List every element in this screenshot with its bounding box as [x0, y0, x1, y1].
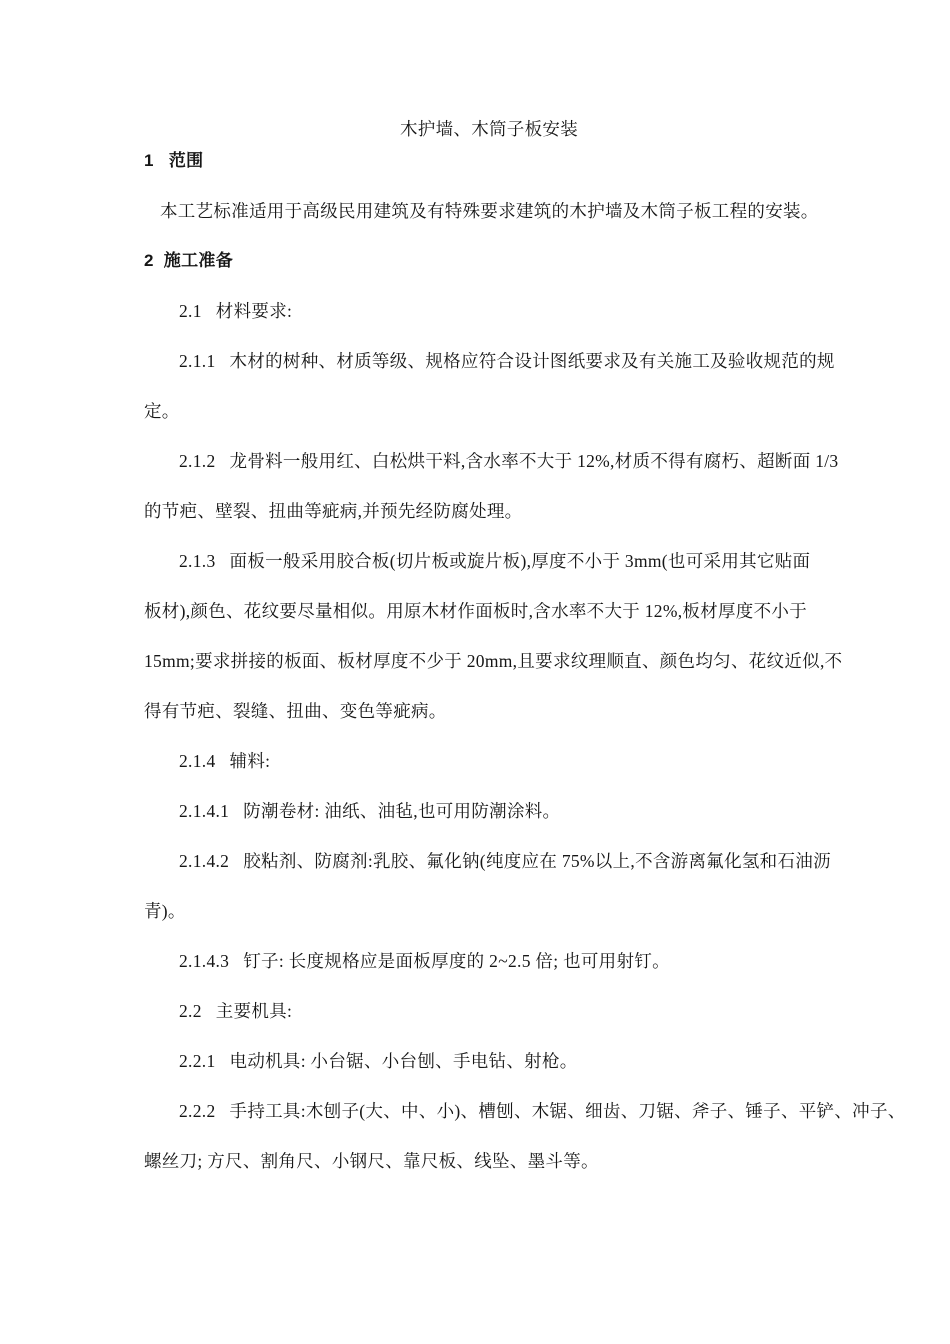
- para-2-2-2-line-1: 2.2.2 手持工具:木刨子(大、中、小)、槽刨、木锯、细齿、刀锯、斧子、锤子、平铲、冲子、: [179, 1101, 906, 1121]
- document-title: 木护墙、木筒子板安装: [400, 119, 578, 139]
- section-1-scope-paragraph: 本工艺标准适用于高级民用建筑及有特殊要求建筑的木护墙及木筒子板工程的安装。: [160, 201, 819, 221]
- para-2-1-3-line-1: 2.1.3 面板一般采用胶合板(切片板或旋片板),厚度不小于 3mm(也可采用其它贴面: [179, 551, 811, 571]
- heading-2-1-4-auxiliary: 2.1.4 辅料:: [179, 751, 271, 771]
- para-2-1-2-line-1: 2.1.2 龙骨料一般用红、白松烘干料,含水率不大于 12%,材质不得有腐朽、超断面 1/3: [179, 451, 839, 471]
- para-2-1-4-2-line-2: 青)。: [144, 901, 186, 921]
- para-2-1-3-line-4: 得有节疤、裂缝、扭曲、变色等疵病。: [144, 701, 447, 721]
- para-2-1-4-2-line-1: 2.1.4.2 胶粘剂、防腐剂:乳胶、氟化钠(纯度应在 75%以上,不含游离氟化氢和石油沥: [179, 851, 831, 871]
- para-2-1-3-line-3: 15mm;要求拼接的板面、板材厚度不少于 20mm,且要求纹理顺直、颜色均匀、花纹近似,不: [144, 651, 843, 671]
- para-2-2-1: 2.2.1 电动机具: 小台锯、小台刨、手电钻、射枪。: [179, 1051, 578, 1071]
- heading-2-1-material-requirements: 2.1 材料要求:: [179, 301, 293, 321]
- para-2-1-3-line-2: 板材),颜色、花纹要尽量相似。用原木材作面板时,含水率不大于 12%,板材厚度不小于: [144, 601, 808, 621]
- para-2-1-1-line-2: 定。: [144, 401, 180, 421]
- section-2-heading: 2 施工准备: [144, 251, 234, 270]
- document-body: [144, 104, 906, 1186]
- para-2-1-2-line-2: 的节疤、壁裂、扭曲等疵病,并预先经防腐处理。: [144, 501, 523, 521]
- heading-2-2-main-tools: 2.2 主要机具:: [179, 1001, 293, 1021]
- para-2-1-4-3: 2.1.4.3 钉子: 长度规格应是面板厚度的 2~2.5 倍; 也可用射钉。: [179, 951, 670, 971]
- para-2-1-4-1: 2.1.4.1 防潮卷材: 油纸、油毡,也可用防潮涂料。: [179, 801, 561, 821]
- section-1-heading: 1 范围: [144, 151, 204, 170]
- para-2-1-1-line-1: 2.1.1 木材的树种、材质等级、规格应符合设计图纸要求及有关施工及验收规范的规: [179, 351, 835, 371]
- para-2-2-2-line-2: 螺丝刀; 方尺、割角尺、小钢尺、靠尺板、线坠、墨斗等。: [144, 1151, 599, 1171]
